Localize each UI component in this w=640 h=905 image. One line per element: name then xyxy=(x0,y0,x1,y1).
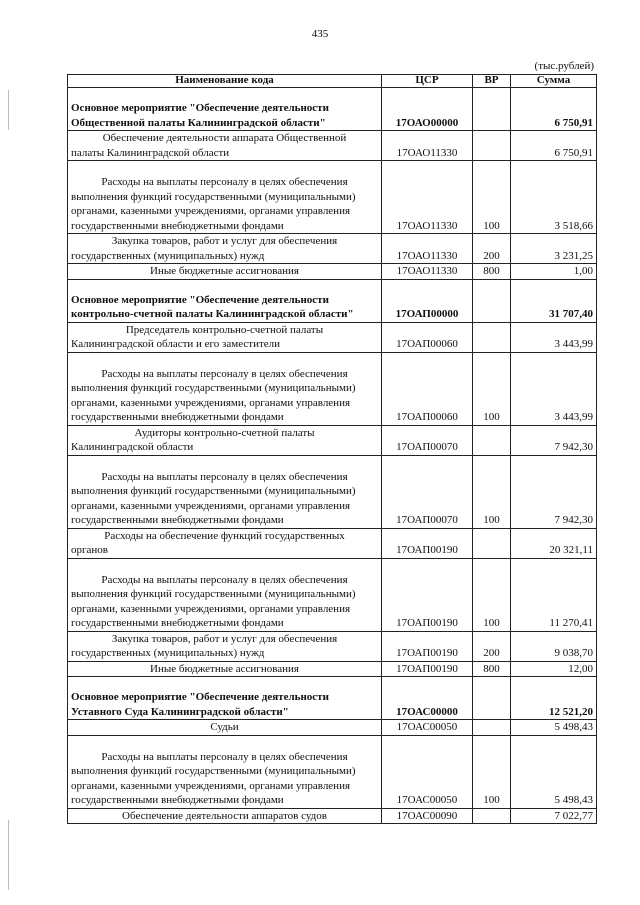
row-csr: 17ОАП00190 xyxy=(382,631,473,661)
row-vr: 100 xyxy=(473,558,511,631)
row-name-line2: выполнения функций государственными (муниципальными) органами, казенными учреждениями, органами управления государственными внебюджетными фондами xyxy=(71,765,356,806)
row-sum: 7 942,30 xyxy=(511,425,597,455)
table-row xyxy=(68,735,597,808)
row-name xyxy=(68,234,382,264)
row-sum: 5 498,43 xyxy=(511,720,597,736)
table-row xyxy=(68,234,597,264)
row-csr: 17ОАО11330 xyxy=(382,264,473,280)
table-row xyxy=(68,720,597,736)
table-row xyxy=(68,322,597,352)
row-csr: 17ОАО11330 xyxy=(382,234,473,264)
header-vr: ВР xyxy=(473,75,511,88)
header-sum: Сумма xyxy=(511,75,597,88)
scan-artifact xyxy=(8,90,9,130)
row-name xyxy=(68,131,382,161)
header-csr: ЦСР xyxy=(382,75,473,88)
row-sum: 3 443,99 xyxy=(511,352,597,425)
row-vr xyxy=(473,808,511,824)
row-name-line2: Общественной палаты Калининградской области" xyxy=(71,116,326,129)
row-name-line1: Расходы на обеспечение функций государственных xyxy=(104,529,345,542)
row-name-line1: Иные бюджетные ассигнования xyxy=(150,662,299,675)
row-name-line1: Расходы на выплаты персоналу в целях обеспечения xyxy=(101,470,348,483)
row-vr: 200 xyxy=(473,631,511,661)
row-vr xyxy=(473,131,511,161)
page-number: 435 xyxy=(311,28,329,40)
row-vr: 800 xyxy=(473,661,511,677)
row-csr: 17ОАП00190 xyxy=(382,661,473,677)
header-name: Наименование кода xyxy=(68,75,382,88)
row-name xyxy=(68,631,382,661)
table-row xyxy=(68,808,597,824)
row-csr: 17ОАС00090 xyxy=(382,808,473,824)
row-csr: 17ОАП00070 xyxy=(382,425,473,455)
row-sum: 7 942,30 xyxy=(511,455,597,528)
row-csr: 17ОАП00190 xyxy=(382,558,473,631)
row-sum: 20 321,11 xyxy=(511,528,597,558)
row-sum: 11 270,41 xyxy=(511,558,597,631)
row-sum: 3 518,66 xyxy=(511,161,597,234)
row-sum: 6 750,91 xyxy=(511,88,597,131)
row-name-line2: государственных (муниципальных) нужд xyxy=(71,249,265,262)
table-row xyxy=(68,131,597,161)
row-name-line1: Закупка товаров, работ и услуг для обеспечения xyxy=(111,632,338,645)
row-name-line1: Председатель контрольно-счетной палаты xyxy=(125,323,324,336)
row-csr: 17ОАО11330 xyxy=(382,161,473,234)
row-vr xyxy=(473,279,511,322)
row-name xyxy=(68,677,382,720)
table-row xyxy=(68,677,597,720)
row-name-line1: Аудиторы контрольно-счетной палаты xyxy=(134,426,315,439)
row-name-line2: органов xyxy=(71,544,108,556)
row-name xyxy=(68,161,382,234)
row-name xyxy=(68,528,382,558)
row-name xyxy=(68,88,382,131)
units-label: (тыс.рублей) xyxy=(534,60,594,72)
row-name xyxy=(68,720,382,736)
row-csr: 17ОАО11330 xyxy=(382,131,473,161)
row-name-line2: Калининградской области xyxy=(71,441,194,453)
row-csr: 17ОАП00000 xyxy=(382,279,473,322)
row-name-line1: Судьи xyxy=(210,721,239,733)
row-csr: 17ОАП00070 xyxy=(382,455,473,528)
row-sum: 7 022,77 xyxy=(511,808,597,824)
row-name-line2: Уставного Суда Калининградской области" xyxy=(71,705,289,718)
table-row xyxy=(68,88,597,131)
row-name xyxy=(68,279,382,322)
row-sum: 12 521,20 xyxy=(511,677,597,720)
row-sum: 3 231,25 xyxy=(511,234,597,264)
table-row xyxy=(68,631,597,661)
row-name xyxy=(68,735,382,808)
row-name xyxy=(68,558,382,631)
row-sum: 5 498,43 xyxy=(511,735,597,808)
table-row xyxy=(68,661,597,677)
row-name-line2: выполнения функций государственными (муниципальными) органами, казенными учреждениями, органами управления государственными внебюджетными фондами xyxy=(71,588,356,629)
row-sum: 3 443,99 xyxy=(511,322,597,352)
table-row xyxy=(68,558,597,631)
row-name-line2: государственных (муниципальных) нужд xyxy=(71,647,265,659)
row-csr: 17ОАП00190 xyxy=(382,528,473,558)
row-csr: 17ОАП00060 xyxy=(382,322,473,352)
row-name-line1: Основное мероприятие "Обеспечение деятельности xyxy=(71,102,329,114)
row-csr: 17ОАС00050 xyxy=(382,735,473,808)
row-vr xyxy=(473,528,511,558)
row-name xyxy=(68,455,382,528)
row-name xyxy=(68,808,382,824)
row-csr: 17ОАС00050 xyxy=(382,720,473,736)
row-name-line2: палаты Калининградской области xyxy=(71,146,230,159)
budget-table xyxy=(67,74,597,824)
row-vr: 200 xyxy=(473,234,511,264)
table-row xyxy=(68,161,597,234)
scan-artifact xyxy=(8,820,9,890)
row-vr: 100 xyxy=(473,455,511,528)
table-row xyxy=(68,352,597,425)
row-name-line1: Расходы на выплаты персоналу в целях обеспечения xyxy=(101,176,348,188)
row-name-line2: выполнения функций государственными (муниципальными) органами, казенными учреждениями, органами управления государственными внебюджетными фондами xyxy=(71,190,356,232)
row-name-line1: Закупка товаров, работ и услуг для обеспечения xyxy=(111,235,338,247)
table-row xyxy=(68,264,597,280)
table-row xyxy=(68,425,597,455)
row-sum: 6 750,91 xyxy=(511,131,597,161)
row-vr: 100 xyxy=(473,735,511,808)
row-name-line2: выполнения функций государственными (муниципальными) органами, казенными учреждениями, органами управления государственными внебюджетными фондами xyxy=(71,485,356,526)
row-name-line2: выполнения функций государственными (муниципальными) органами, казенными учреждениями, органами управления государственными внебюджетными фондами xyxy=(71,382,356,423)
table-row xyxy=(68,279,597,322)
row-name-line1: Расходы на выплаты персоналу в целях обеспечения xyxy=(101,367,348,380)
row-name xyxy=(68,264,382,280)
row-vr: 800 xyxy=(473,264,511,280)
row-name xyxy=(68,425,382,455)
row-vr xyxy=(473,677,511,720)
row-name xyxy=(68,352,382,425)
row-name-line1: Обеспечение деятельности аппарата Общественной xyxy=(102,132,347,144)
row-sum: 31 707,40 xyxy=(511,279,597,322)
header-row xyxy=(68,75,597,88)
row-vr xyxy=(473,720,511,736)
row-name-line1: Обеспечение деятельности аппаратов судов xyxy=(122,809,327,822)
row-name-line2: Калининградской области и его заместители xyxy=(71,338,281,350)
row-vr: 100 xyxy=(473,161,511,234)
row-sum: 12,00 xyxy=(511,661,597,677)
row-name-line1: Основное мероприятие "Обеспечение деятельности xyxy=(71,691,329,703)
row-name-line1: Иные бюджетные ассигнования xyxy=(150,265,299,277)
row-csr: 17ОАП00060 xyxy=(382,352,473,425)
row-name xyxy=(68,661,382,677)
row-name-line2: контрольно-счетной палаты Калининградской области" xyxy=(71,308,354,320)
table-row xyxy=(68,455,597,528)
row-sum: 1,00 xyxy=(511,264,597,280)
row-vr xyxy=(473,322,511,352)
row-name-line1: Расходы на выплаты персоналу в целях обеспечения xyxy=(101,750,348,763)
row-name-line1: Основное мероприятие "Обеспечение деятельности xyxy=(71,293,329,306)
row-csr: 17ОАО00000 xyxy=(382,88,473,131)
row-csr: 17ОАС00000 xyxy=(382,677,473,720)
row-vr xyxy=(473,425,511,455)
row-name-line1: Расходы на выплаты персоналу в целях обеспечения xyxy=(101,573,348,586)
row-sum: 9 038,70 xyxy=(511,631,597,661)
row-vr xyxy=(473,88,511,131)
row-name xyxy=(68,322,382,352)
row-vr: 100 xyxy=(473,352,511,425)
table-row xyxy=(68,528,597,558)
